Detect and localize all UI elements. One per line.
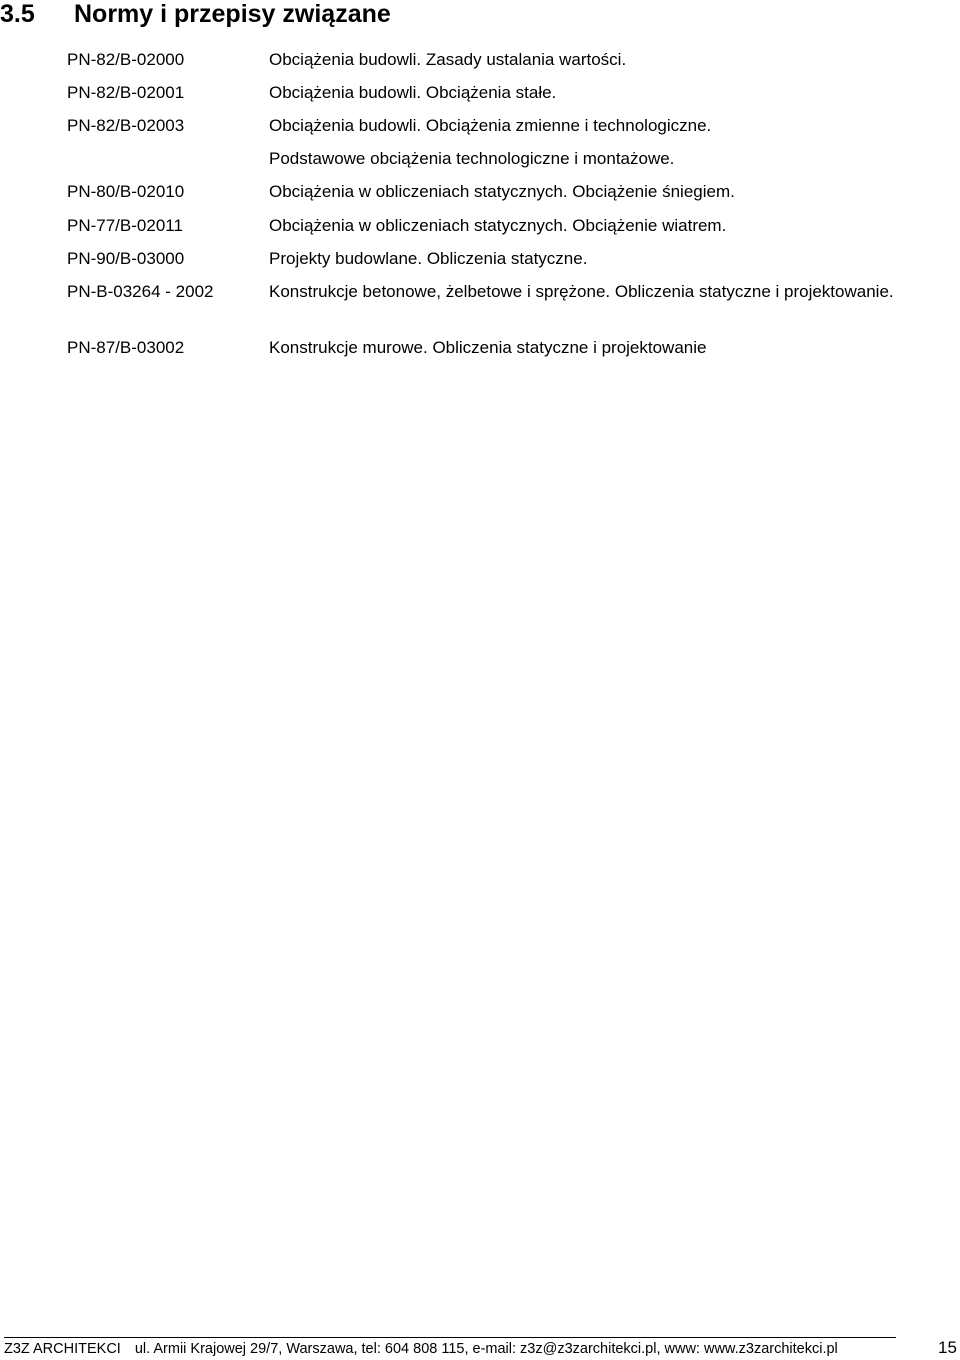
norm-code: PN-90/B-03000 [67, 249, 185, 268]
norm-code: PN-82/B-02003 [67, 116, 185, 135]
norm-description: Obciążenia budowli. Obciążenia stałe. [269, 83, 557, 102]
section-title: Normy i przepisy związane [74, 0, 391, 28]
norm-code: PN-77/B-02011 [67, 216, 183, 235]
section-heading [0, 0, 391, 30]
page-number: 15 [938, 1338, 957, 1357]
section-number: 3.5 [0, 0, 35, 28]
norm-description: Projekty budowlane. Obliczenia statyczne. [269, 249, 588, 268]
norm-description: Konstrukcje murowe. Obliczenia statyczne i projektowanie [269, 338, 707, 357]
norm-description: Konstrukcje betonowe, żelbetowe i sprężone. Obliczenia statyczne i projektowanie. [269, 282, 894, 301]
footer-firm-name: Z3Z ARCHITEKCI [4, 1341, 121, 1357]
norm-code: PN-82/B-02000 [67, 50, 185, 69]
norm-description: Podstawowe obciążenia technologiczne i montażowe. [269, 149, 675, 168]
norm-code: PN-B-03264 - 2002 [67, 282, 214, 301]
norm-description: Obciążenia w obliczeniach statycznych. Obciążenie śniegiem. [269, 182, 735, 201]
norm-code: PN-80/B-02010 [67, 182, 185, 201]
norm-code: PN-87/B-03002 [67, 338, 185, 357]
page-footer [4, 1337, 896, 1360]
norm-description: Obciążenia w obliczeniach statycznych. Obciążenie wiatrem. [269, 216, 727, 235]
footer-contact: ul. Armii Krajowej 29/7, Warszawa, tel: 604 808 115, e-mail: z3z@z3zarchitekci.pl, www: www.z3zarchitekci.pl [134, 1341, 838, 1357]
norm-code: PN-82/B-02001 [67, 83, 185, 102]
norm-description: Obciążenia budowli. Obciążenia zmienne i technologiczne. [269, 116, 712, 135]
norm-description: Obciążenia budowli. Zasady ustalania wartości. [269, 50, 627, 69]
